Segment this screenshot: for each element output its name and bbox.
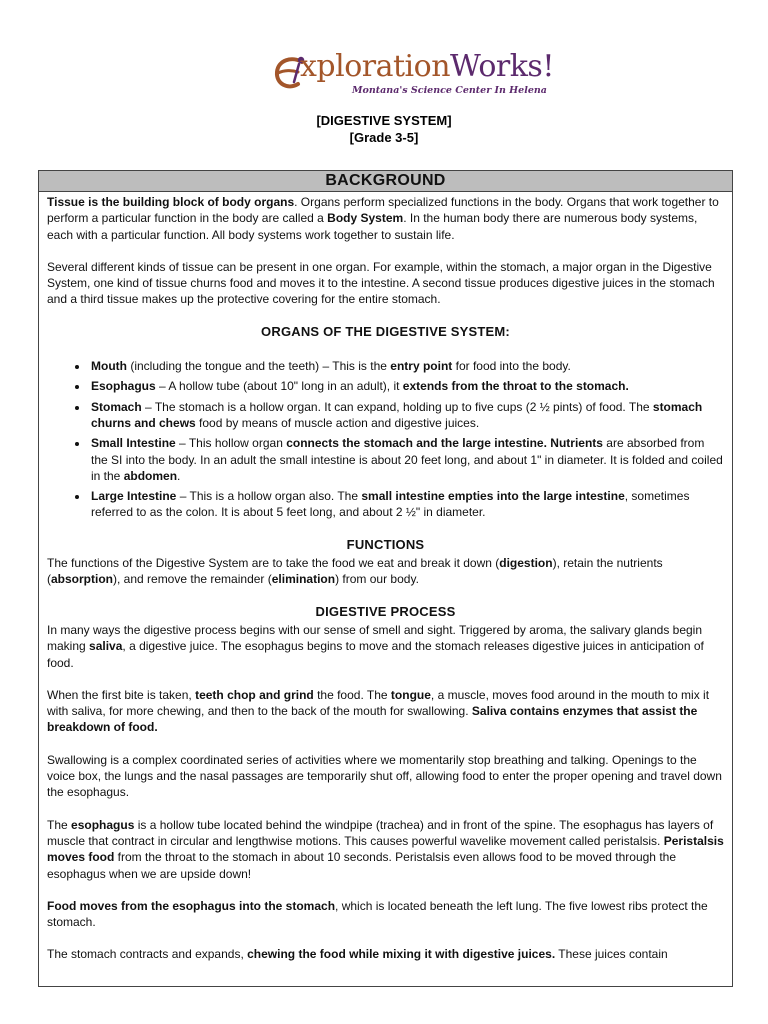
organ-item-small-intestine: • Small Intestine – This hollow organ connects the stomach and the large intestine. Nutrients are absorbed from the SI into the body. In an adult the small intestine is about 20 feet long, and about 1" in diameter. It is folded and coiled in the abdomen. — [89, 435, 724, 484]
exploration-works-logo — [268, 49, 554, 102]
process-paragraph-1: In many ways the digestive process begins with our sense of smell and sight. Triggered by aroma, the salivary glands begin making saliva, a digestive juice. The esophagus begins to move and the stomach releases digestive juices in anticipation of food. — [47, 622, 704, 670]
process-paragraph-6: The stomach contracts and expands, chewing the food while mixing it with digestive juices. These juices contain — [47, 947, 668, 962]
digestive-process-heading: DIGESTIVE PROCESS — [315, 603, 456, 619]
logo-tagline: Montana's Science Center In Helena — [352, 85, 547, 96]
logo-wordmark: xplorationWorks! — [300, 49, 554, 84]
process-paragraph-5: Food moves from the esophagus into the stomach, which is located beneath the left lung. The five lowest ribs protect the stomach. — [47, 898, 708, 930]
organ-item-stomach: • Stomach – The stomach is a hollow organ. It can expand, holding up to five cups (2 ½ pints) of food. The stomach churns and chews food by means of muscle action and digestive juices. — [89, 399, 724, 432]
functions-heading: FUNCTIONS — [346, 536, 425, 552]
background-paragraph-1: Tissue is the building block of body organs. Organs perform specialized functions in the body. Organs that work together to perform a particular function in the body are called a Body System. In the human body there are numerous body systems, each with a particular function. All body systems work together to sustain life. — [47, 195, 719, 242]
functions-paragraph: The functions of the Digestive System are to take the food we eat and break it down (digestion), retain the nutrients (absorption), and remove the remainder (elimination) from our body. — [47, 556, 663, 587]
organ-item-esophagus: • Esophagus – A hollow tube (about 10" long in an adult), it extends from the throat to the stomach. — [89, 378, 724, 394]
process-paragraph-4: The esophagus is a hollow tube located behind the windpipe (trachea) and in front of the spine. The esophagus has layers of muscle that contract in circular and lengthwise motions. This causes powerful wavelike movement called peristalsis. Peristalsis moves food from the throat to the stomach in about 10 seconds. Peristalsis even allows food to be moved through the esophagus when we are upside down! — [47, 817, 724, 881]
organs-list — [47, 358, 724, 521]
process-paragraph-2: When the first bite is taken, teeth chop and grind the food. The tongue, a muscle, moves food around in the mouth to mix it with saliva, for more chewing, and then to the back of the mouth for swallowing. Saliva contains enzymes that assist the breakdown of food. — [47, 687, 710, 735]
background-box — [38, 170, 733, 987]
organ-item-large-intestine: • Large Intestine – This is a hollow organ also. The small intestine empties into the large intestine, sometimes referred to as the colon. It is about 5 feet long, and about 2 ½" in diameter. — [89, 488, 724, 521]
organs-heading: ORGANS OF THE DIGESTIVE SYSTEM: — [261, 323, 510, 339]
background-heading: BACKGROUND — [39, 171, 732, 192]
organ-item-mouth: • Mouth (including the tongue and the teeth) – This is the entry point for food into the body. — [89, 358, 724, 374]
document-title: [DIGESTIVE SYSTEM] — [316, 113, 452, 128]
background-paragraph-2: Several different kinds of tissue can be present in one organ. For example, within the stomach, a major organ in the Digestive System, one kind of tissue churns food and moves it to the intestine. A second tissue produces digestive juices in the stomach and a third tissue makes up the protective covering for the entire stomach. — [47, 259, 715, 307]
grade-level: [Grade 3-5] — [349, 130, 419, 145]
process-paragraph-3: Swallowing is a complex coordinated series of activities where we momentarily stop breathing and talking. Openings to the voice box, the lungs and the nasal passages are temporarily shut off, allowing food to enter the proper opening and travel down the esophagus. — [47, 752, 722, 800]
box-content — [39, 192, 732, 963]
